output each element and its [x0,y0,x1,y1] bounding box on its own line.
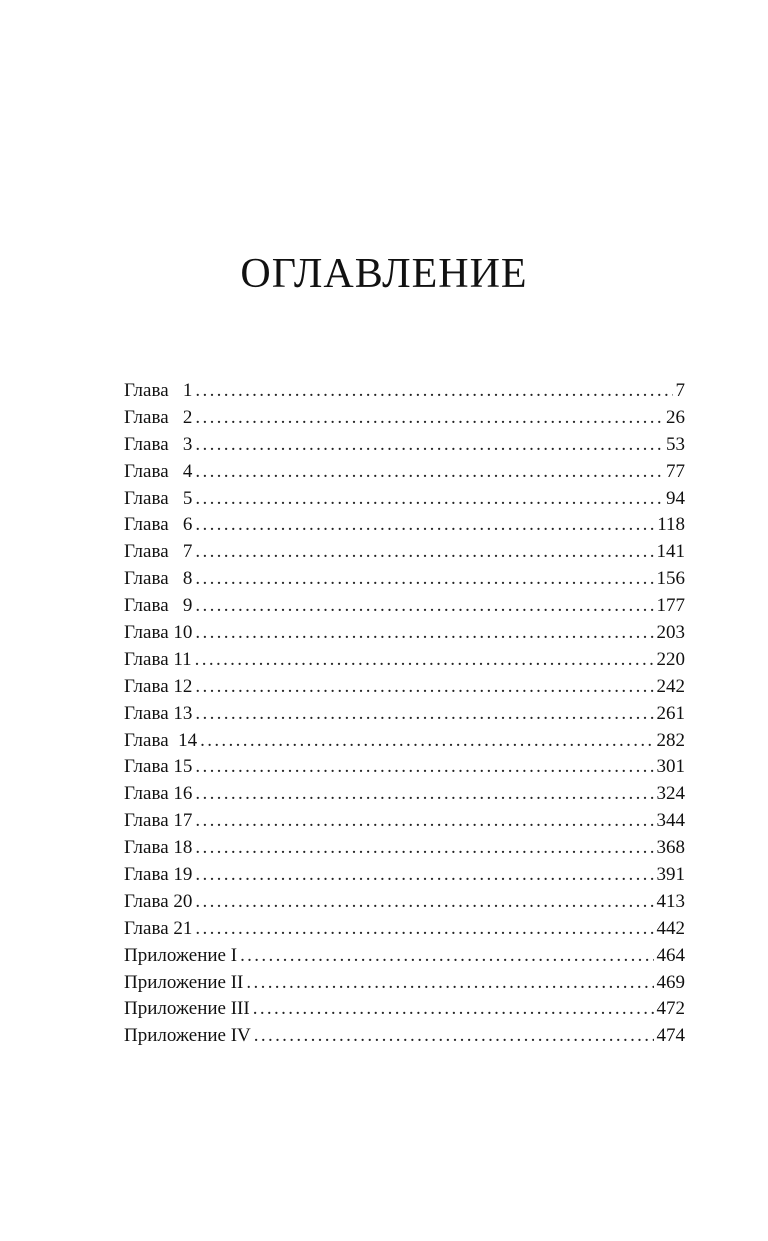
toc-entry-page: 261 [656,702,685,724]
dot-leader [200,728,653,755]
toc-entry [124,701,685,728]
toc-entry-label: Глава 20 [124,890,193,912]
toc-entry-label: Глава 1 [124,380,193,401]
toc-entry-page: 413 [656,890,685,912]
toc-entry-page: 77 [666,460,685,482]
toc-entry [124,943,685,970]
toc-entry [124,674,685,701]
toc-entry [124,432,685,459]
toc-entry-label: Приложение III [124,998,250,1020]
dot-leader [195,432,663,459]
dot-leader [195,539,653,566]
toc-entry-label: Глава 6 [124,514,193,536]
dot-leader [195,566,653,593]
toc-entry [124,728,685,755]
toc-entry-page: 242 [656,675,685,697]
toc-entry [124,405,685,432]
toc-entry-page: 94 [666,487,685,509]
toc-entry-page: 469 [656,971,685,993]
dot-leader [195,781,653,808]
dot-leader [195,486,663,513]
toc-entry [124,970,685,997]
dot-leader [195,916,653,943]
toc-entry-label: Глава 15 [124,756,193,778]
toc-entry [124,512,685,539]
toc-entry-page: 203 [656,622,685,644]
toc-entry-page: 344 [656,810,685,832]
toc-entry-label: Приложение IV [124,1025,251,1047]
toc-entry-page: 391 [656,864,685,886]
toc-entry-page: 324 [656,783,685,805]
toc-entry-page: 474 [656,1025,685,1047]
toc-entry-label: Глава 9 [124,595,193,617]
dot-leader [195,620,653,647]
toc-entry-page: 156 [656,568,685,590]
toc-entry [124,835,685,862]
toc-entry-page: 118 [657,514,685,536]
dot-leader [253,996,654,1023]
toc-entry-page: 220 [656,648,685,670]
toc-entry [124,378,685,405]
toc-entry-label: Глава 18 [124,837,193,859]
toc-entry-label: Глава 5 [124,487,193,509]
toc-entry-label: Глава 3 [124,433,193,455]
dot-leader [240,943,653,970]
toc-entry [124,889,685,916]
toc-entry [124,486,685,513]
toc-entry-page: 177 [656,595,685,617]
dot-leader [246,970,653,997]
dot-leader [195,835,653,862]
dot-leader [195,674,653,701]
toc-entry [124,593,685,620]
toc-entry-label: Глава 12 [124,675,193,697]
toc-entry-label: Глава 19 [124,864,193,886]
toc-entry-label: Приложение I [124,944,238,966]
dot-leader [254,1023,654,1050]
table-of-contents [124,378,685,1050]
toc-entry-label: Глава 10 [124,622,193,644]
toc-entry [124,566,685,593]
dot-leader [195,647,654,674]
toc-entry-label: Приложение II [124,971,244,993]
toc-entry-page: 26 [666,406,685,428]
toc-entry-page: 282 [656,729,685,751]
toc-entry [124,647,685,674]
toc-entry-label: Глава 21 [124,917,193,939]
toc-entry-page: 301 [656,756,685,778]
toc-entry-label: Глава 16 [124,783,193,805]
dot-leader [195,862,653,889]
toc-entry-label: Глава 17 [124,810,193,832]
toc-entry-page: 368 [656,837,685,859]
toc-entry [124,781,685,808]
toc-entry-label: Глава 7 [124,541,193,563]
toc-entry-page: 53 [666,433,685,455]
toc-entry-label: Глава 14 [124,729,198,751]
toc-entry [124,916,685,943]
toc-entry [124,862,685,889]
toc-entry-page: 464 [656,944,685,966]
toc-entry-page: 472 [656,998,685,1020]
toc-entry-label: Глава 8 [124,568,193,590]
toc-entry-page: 7 [675,380,685,401]
toc-entry-label: Глава 2 [124,406,193,428]
toc-entry-page: 141 [656,541,685,563]
toc-entry-label: Глава 11 [124,648,192,670]
dot-leader [195,593,653,620]
toc-entry [124,459,685,486]
toc-entry [124,1023,685,1050]
toc-entry [124,808,685,835]
dot-leader [195,405,663,432]
toc-entry-label: Глава 13 [124,702,193,724]
dot-leader [195,889,653,916]
toc-entry [124,754,685,781]
dot-leader [195,754,653,781]
toc-entry [124,539,685,566]
dot-leader [195,701,653,728]
toc-entry-label: Глава 4 [124,460,193,482]
dot-leader [195,512,654,539]
toc-entry-page: 442 [656,917,685,939]
toc-entry [124,620,685,647]
toc-entry [124,996,685,1023]
dot-leader [195,459,663,486]
page-title: ОГЛАВЛЕНИЕ [240,251,528,297]
dot-leader [195,378,672,405]
dot-leader [195,808,653,835]
